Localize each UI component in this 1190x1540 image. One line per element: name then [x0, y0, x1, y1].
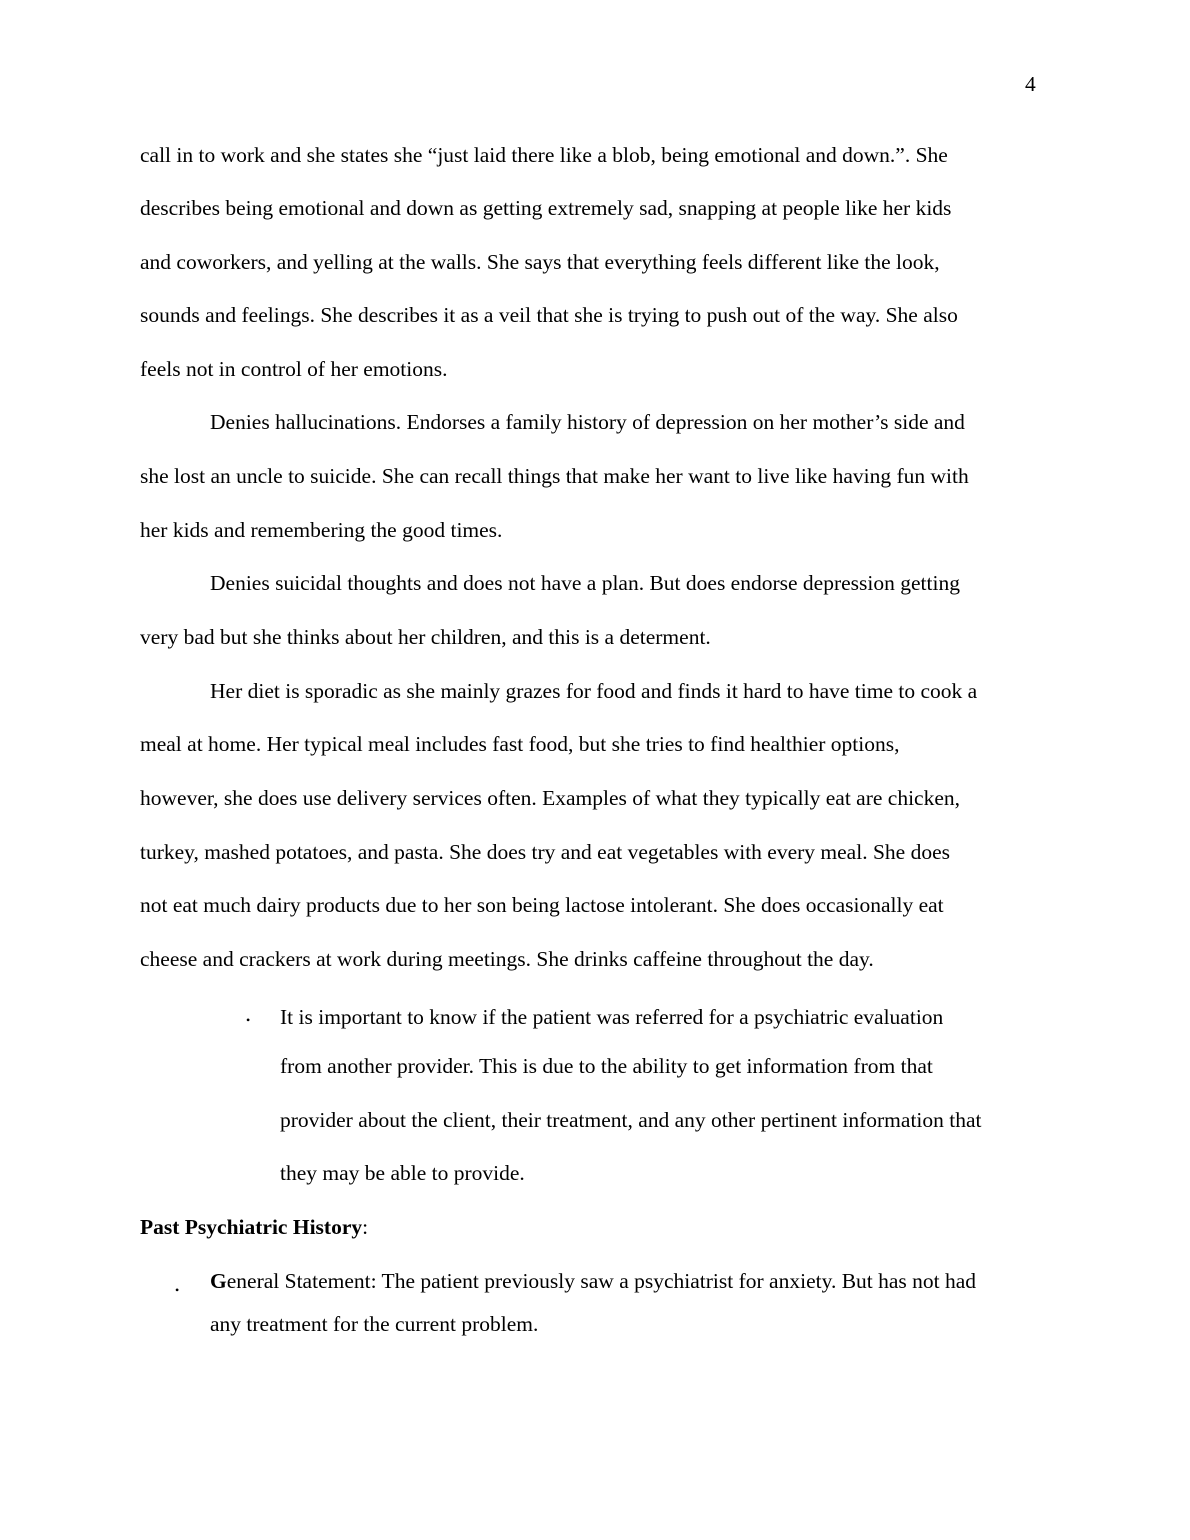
paragraph-line: and coworkers, and yelling at the walls. She says that everything feels different like the look,	[140, 250, 940, 274]
paragraph-line: Her diet is sporadic as she mainly grazes for food and finds it hard to have time to cook a	[210, 679, 978, 703]
paragraph-line: her kids and remembering the good times.	[140, 518, 503, 542]
paragraph-line: turkey, mashed potatoes, and pasta. She does try and eat vegetables with every meal. She does	[140, 840, 950, 864]
paragraph-line: however, she does use delivery services often. Examples of what they typically eat are chicken,	[140, 786, 961, 810]
general-statement-text: eneral Statement: The patient previously saw a psychiatrist for anxiety. But has not had	[226, 1269, 977, 1293]
paragraph-line: describes being emotional and down as getting extremely sad, snapping at people like her kids	[140, 196, 952, 220]
bullet-line: It is important to know if the patient was referred for a psychiatric evaluation	[280, 1005, 944, 1029]
bullet-line: provider about the client, their treatment, and any other pertinent information that	[280, 1108, 982, 1132]
paragraph-line: sounds and feelings. She describes it as a veil that she is trying to push out of the way. She also	[140, 303, 958, 327]
general-statement-initial: G	[210, 1269, 227, 1293]
paragraph-line: very bad but she thinks about her children, and this is a determent.	[140, 625, 711, 649]
general-statement-line: any treatment for the current problem.	[210, 1312, 539, 1336]
paragraph-line: she lost an uncle to suicide. She can recall things that make her want to live like having fun with	[140, 464, 969, 488]
paragraph-line: not eat much dairy products due to her son being lactose intolerant. She does occasionally eat	[140, 893, 944, 917]
bullet-line: from another provider. This is due to the ability to get information from that	[280, 1054, 933, 1078]
bullet-line: they may be able to provide.	[280, 1161, 525, 1185]
paragraph-line: call in to work and she states she “just laid there like a blob, being emotional and down.”. She	[140, 143, 948, 167]
bullet-icon: •	[175, 1283, 180, 1297]
paragraph-line: feels not in control of her emotions.	[140, 357, 448, 381]
paragraph-line: Denies hallucinations. Endorses a family history of depression on her mother’s side and	[210, 410, 965, 434]
paragraph-line: cheese and crackers at work during meetings. She drinks caffeine throughout the day.	[140, 947, 874, 971]
section-heading-colon: :	[362, 1215, 369, 1239]
general-statement-line	[210, 1271, 976, 1293]
paragraph-line: Denies suicidal thoughts and does not have a plan. But does endorse depression getting	[210, 571, 960, 595]
section-heading-text: Past Psychiatric History	[140, 1215, 363, 1239]
section-heading	[140, 1217, 368, 1239]
bullet-icon: •	[246, 1013, 251, 1027]
paragraph-line: meal at home. Her typical meal includes fast food, but she tries to find healthier options,	[140, 732, 900, 756]
page-number: 4	[1025, 72, 1036, 96]
